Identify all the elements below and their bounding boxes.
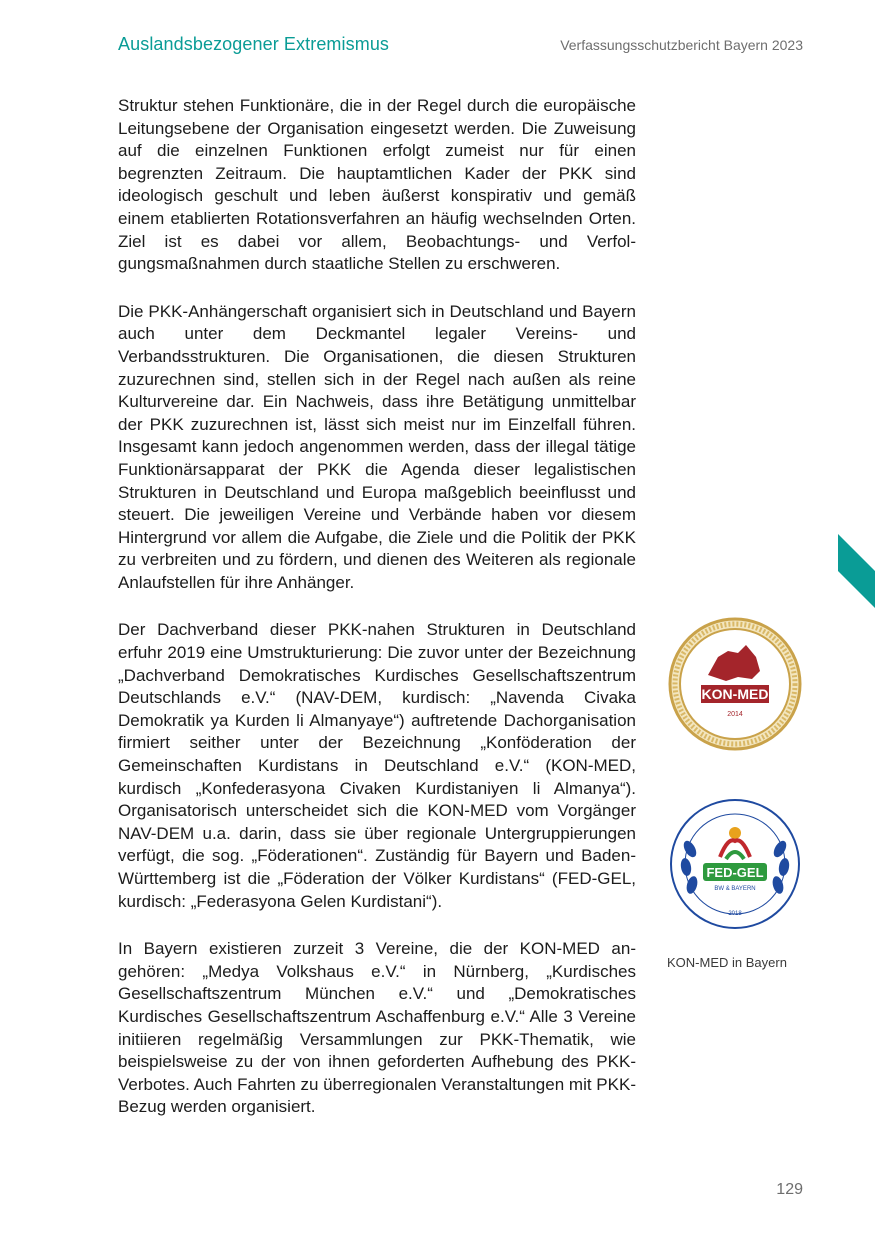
fedgel-logo-subtitle: BW & BAYERN	[714, 886, 756, 892]
logo-caption: KON-MED in Bayern	[667, 955, 787, 970]
konmed-logo-year: 2014	[727, 711, 743, 718]
paragraph-3: Der Dachverband dieser PKK-nahen Strukturen in Deutschland erfuhr 2019 eine Umstrukturierung: Die zuvor unter der Bezeichnung „Dachverband Demokratisches Kurdisches Gesellschaftszentrum Deutschlands e.V.“ (NAV-DEM, kurdisch: „Navenda Civaka Demokratik ya Kurden li Almanyaye“) auftretende Dachorganisation firmiert seither unter der Bezeichnung „Konföderation der Gemeinschaften Kurdistans in Deutschland e.V.“ (KON-MED, kurdisch „Konfederasyona Civaken Kurdistaniyen li Almanya“). Organisatorisch unterscheidet sich die KON-MED vom Vorgänger NAV-DEM u.a. darin, dass sie über regionale Untergruppierungen verfügt, die sog. „Föderationen“. Zuständig für Bayern und Baden-Württemberg ist die „Föderation der Völker Kurdistans“ (FED-GEL, kurdisch: „Federasyona Gelen Kurdistani“).	[118, 620, 636, 911]
konmed-logo-name: KON-MED	[701, 686, 769, 702]
fedgel-logo-year: 2018	[728, 911, 742, 917]
chapter-tab-marker	[838, 534, 875, 608]
section-title: Auslandsbezogener Extremismus	[118, 34, 390, 54]
fedgel-logo-name: FED-GEL	[706, 865, 764, 880]
paragraph-4: In Bayern existieren zurzeit 3 Vereine, die der KON-MED angehören: „Medya Volkshaus e.V.“ in Nürnberg, „Kurdisches Gesellschaftszentrum München e.V.“ und „Demokratisches Kurdisches Gesellschaftszentrum Aschaffenburg e.V.“ Alle 3 Vereine initiieren regelmäßig Versammlungen zur PKK-Thematik, wie beispielsweise zu der von ihnen geforderten Aufhebung des PKK-Verbotes. Auch Fahrten zu überregionalen Veranstaltungen mit PKK-Bezug werden organisiert.	[118, 939, 636, 1117]
paragraph-1: Struktur stehen Funktionäre, die in der Regel durch die europäische Leitungsebene der Organisation eingesetzt werden. Die Zuweisung auf die einzelnen Funktionen erfolgt zumeist nur für einen begrenzten Zeitraum. Die hauptamtlichen Kader der PKK sind ideologisch geschult und leben äußerst konspirativ und gemäß einem etablierten Rotationsverfahren an häufig wechselnden Orten. Ziel ist es dabei vor allem, Beobachtungs- und Verfolgungsmaßnahmen durch staatliche Stellen zu erschweren.	[118, 96, 636, 274]
report-title: Verfassungsschutzbericht Bayern 2023	[560, 37, 803, 53]
konmed-logo	[668, 617, 802, 751]
paragraph-2: Die PKK-Anhängerschaft organisiert sich in Deutschland und Bayern auch unter dem Deckmantel legaler Vereins- und Verbandsstrukturen. Die Organisationen, die diesen Strukturen zuzurechnen sind, stellen sich in der Regel nach außen als reine Kulturvereine dar. Ein Nachweis, dass ihre Betätigung unmittelbar der PKK zuzurechnen ist, lässt sich meist nur im Einzelfall führen. Insgesamt kann jedoch angenommen werden, dass der illegal tätige Funktionärsapparat der PKK die Agenda dieser legalistischen Strukturen in Deutschland und Europa maßgeblich beeinflusst und steuert. Die jeweiligen Vereine und Verbände haben vor diesem Hintergrund vor allem die Aufgabe, die Ziele und die Politik der PKK zu verbreiten und zu fördern, und dienen des Weiteren als regionale Anlaufstellen für ihre Anhänger.	[118, 301, 636, 592]
page-number: 129	[776, 1181, 803, 1198]
fedgel-logo	[668, 797, 802, 931]
body-text	[118, 95, 636, 1144]
